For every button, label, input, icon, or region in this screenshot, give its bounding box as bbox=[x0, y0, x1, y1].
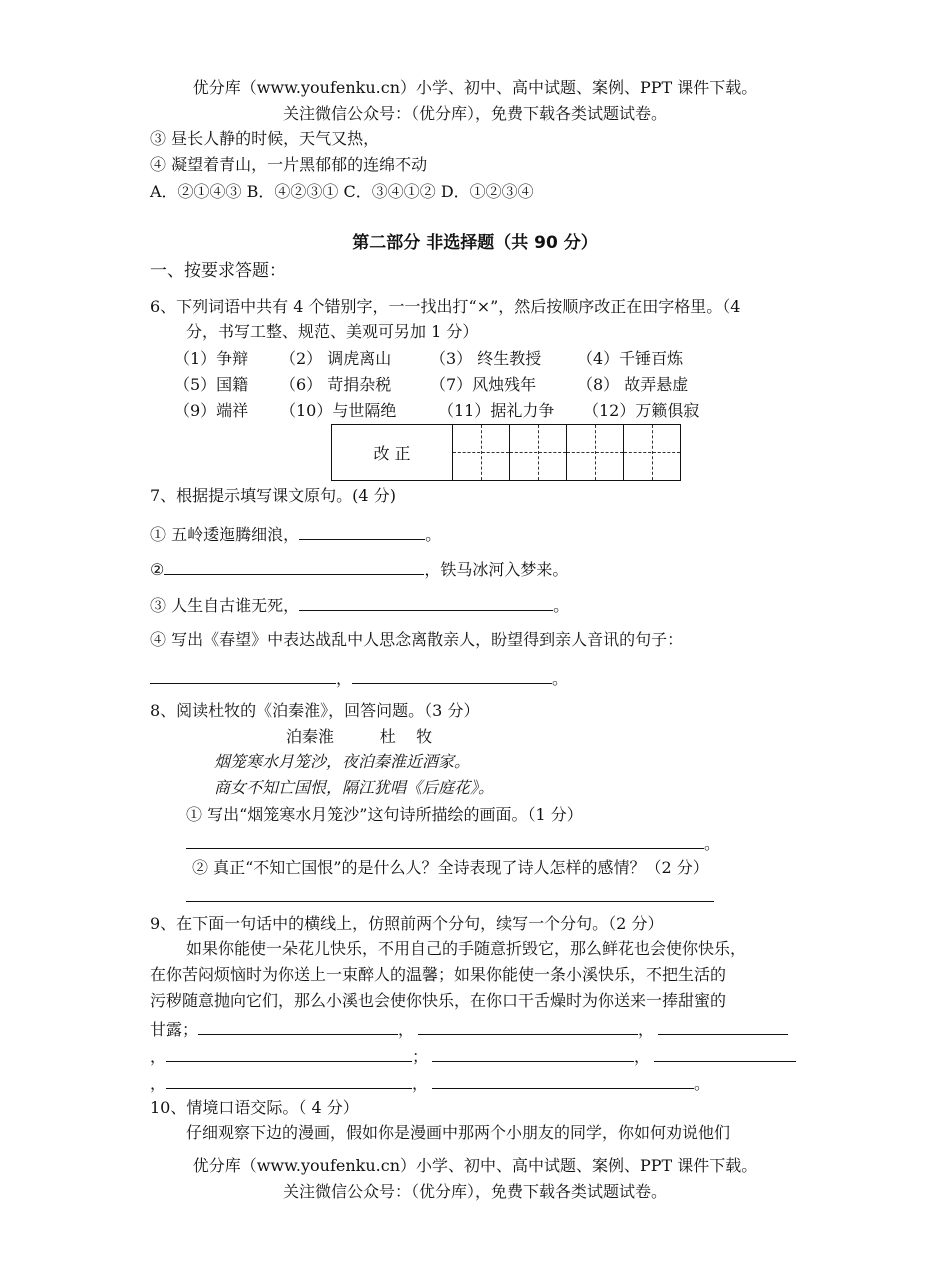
answer-blank[interactable] bbox=[166, 1045, 412, 1062]
answer-blank[interactable] bbox=[198, 1018, 398, 1035]
punctuation: ， bbox=[412, 1074, 429, 1093]
poem-line-2: 商女不知亡国恨，隔江犹唱《后庭花》。 bbox=[214, 778, 495, 797]
punctuation: ， bbox=[336, 669, 353, 688]
q6-word: （8） 故弄悬虚 bbox=[577, 375, 689, 394]
writing-cell[interactable] bbox=[510, 425, 567, 481]
punctuation: ， bbox=[638, 1020, 655, 1039]
punctuation: ， bbox=[150, 1074, 167, 1093]
poem-title: 泊秦淮 杜 牧 bbox=[286, 727, 433, 746]
q7-item-3-prompt: ③ 人生自古谁无死， bbox=[150, 596, 300, 615]
q9-answer-line-3 bbox=[150, 1072, 710, 1094]
q7-item-1-prompt: ① 五岭逶迤腾细浪， bbox=[150, 525, 300, 544]
q7-item-4-answer bbox=[150, 667, 568, 689]
writing-cell[interactable] bbox=[453, 425, 510, 481]
q8-sub-2-answer bbox=[186, 885, 714, 907]
q9-title: 9、在下面一句话中的横线上，仿照前两个分句，续写一个分句。（2 分） bbox=[150, 914, 664, 933]
q7-item-1 bbox=[150, 523, 441, 545]
answer-blank[interactable] bbox=[352, 667, 552, 684]
answer-blank[interactable] bbox=[654, 1045, 796, 1062]
part2-title: 第二部分 非选择题（共 90 分） bbox=[352, 233, 598, 253]
answer-blank[interactable] bbox=[150, 667, 336, 684]
punctuation: 。 bbox=[553, 596, 570, 615]
q8-sub-1-answer bbox=[186, 832, 720, 854]
q8-title: 8、阅读杜牧的《泊秦淮》，回答问题。（3 分） bbox=[150, 701, 480, 720]
footer-line-2: 关注微信公众号：（优分库），免费下载各类试题试卷。 bbox=[282, 1182, 667, 1201]
q6-word: （6） 苛捐杂税 bbox=[280, 375, 392, 394]
q7-item-4: ④ 写出《春望》中表达战乱中人思念离散亲人，盼望得到亲人音讯的句子： bbox=[150, 630, 684, 649]
answer-blank[interactable] bbox=[432, 1072, 694, 1089]
punctuation: ， bbox=[634, 1047, 651, 1066]
q6-word: （1）争辩 bbox=[174, 349, 249, 368]
q8-sub-2: ② 真正“不知亡国恨”的是什么人？全诗表现了诗人怎样的感情？（2 分） bbox=[192, 858, 709, 877]
punctuation: 。 bbox=[425, 525, 442, 544]
q6-line-2: 分，书写工整、规范、美观可另加 1 分） bbox=[186, 322, 479, 341]
punctuation: ， bbox=[398, 1020, 415, 1039]
section-heading: 一、按要求答题： bbox=[150, 261, 286, 281]
correction-grid bbox=[331, 424, 681, 481]
q9-para-line-3: 污秽随意抛向它们，那么小溪也会使你快乐，在你口干舌燥时为你送来一捧甜蜜的 bbox=[150, 991, 727, 1010]
q6-word: （7）风烛残年 bbox=[430, 375, 537, 394]
poem-line-1: 烟笼寒水月笼沙，夜泊秦淮近酒家。 bbox=[214, 752, 471, 771]
q9-para-line-1: 如果你能使一朵花儿快乐，不用自己的手随意折毁它，那么鲜花也会使你快乐， bbox=[186, 939, 747, 958]
footer-line-1: 优分库（www.youfenku.cn）小学、初中、高中试题、案例、PPT 课件下载。 bbox=[192, 1156, 758, 1175]
q7-item-2-prompt: ② bbox=[150, 560, 165, 579]
punctuation: 。 bbox=[552, 669, 569, 688]
q7-item-3 bbox=[150, 594, 569, 616]
answer-blank[interactable] bbox=[166, 1072, 412, 1089]
q9-answer-line-2 bbox=[150, 1045, 796, 1067]
q9-para-text: 甘露； bbox=[150, 1020, 199, 1039]
q8-sub-1: ① 写出“烟笼寒水月笼沙”这句诗所描绘的画面。（1 分） bbox=[186, 805, 583, 824]
writing-cell[interactable] bbox=[624, 425, 681, 481]
punctuation: 。 bbox=[694, 1074, 711, 1093]
q5-answers: A．②①④③ B．④②③① C．③④①② D．①②③④ bbox=[150, 182, 534, 201]
q6-word: （12）万籁俱寂 bbox=[583, 401, 700, 420]
answer-blank[interactable] bbox=[658, 1018, 788, 1035]
correction-grid-label: 改 正 bbox=[332, 425, 453, 481]
q6-word: （5）国籍 bbox=[174, 375, 249, 394]
header-line-2: 关注微信公众号：（优分库），免费下载各类试题试卷。 bbox=[282, 104, 667, 123]
q10-title: 10、情境口语交际。（ 4 分） bbox=[150, 1098, 359, 1117]
writing-cell[interactable] bbox=[567, 425, 624, 481]
q10-para-line-1: 仔细观察下边的漫画，假如你是漫画中那两个小朋友的同学，你如何劝说他们 bbox=[186, 1123, 731, 1142]
q9-para-line-4 bbox=[150, 1018, 788, 1040]
q6-word: （11）据礼力争 bbox=[438, 401, 555, 420]
punctuation: ， bbox=[150, 1047, 167, 1066]
answer-blank[interactable] bbox=[299, 594, 553, 611]
q6-line-1: 6、下列词语中共有 4 个错别字，一一找出打“×”，然后按顺序改正在田字格里。（4 bbox=[150, 297, 741, 316]
q7-title: 7、根据提示填写课文原句。(4 分) bbox=[150, 486, 396, 505]
q5-option-3: ③ 昼长人静的时候，天气又热， bbox=[150, 129, 380, 148]
answer-blank[interactable] bbox=[299, 523, 425, 540]
q9-para-line-2: 在你苦闷烦恼时为你送上一束醉人的温馨；如果你能使一条小溪快乐，不把生活的 bbox=[150, 965, 727, 984]
q7-item-2 bbox=[150, 558, 568, 580]
q7-item-2-suffix: ，铁马冰河入梦来。 bbox=[424, 560, 569, 579]
answer-blank[interactable] bbox=[432, 1045, 634, 1062]
q6-word: （2） 调虎离山 bbox=[280, 349, 392, 368]
punctuation: 。 bbox=[704, 834, 721, 853]
q5-option-4: ④ 凝望着青山，一片黑郁郁的连绵不动 bbox=[150, 155, 428, 174]
answer-blank[interactable] bbox=[186, 885, 714, 902]
header-line-1: 优分库（www.youfenku.cn）小学、初中、高中试题、案例、PPT 课件下载。 bbox=[192, 78, 758, 97]
answer-blank[interactable] bbox=[186, 832, 704, 849]
answer-blank[interactable] bbox=[164, 558, 424, 575]
q6-word: （3） 终生教授 bbox=[430, 349, 542, 368]
q6-word: （4）千锤百炼 bbox=[577, 349, 684, 368]
answer-blank[interactable] bbox=[418, 1018, 638, 1035]
q6-word: （9）端祥 bbox=[174, 401, 249, 420]
punctuation: ； bbox=[412, 1047, 429, 1066]
q6-word: （10）与世隔绝 bbox=[280, 401, 397, 420]
